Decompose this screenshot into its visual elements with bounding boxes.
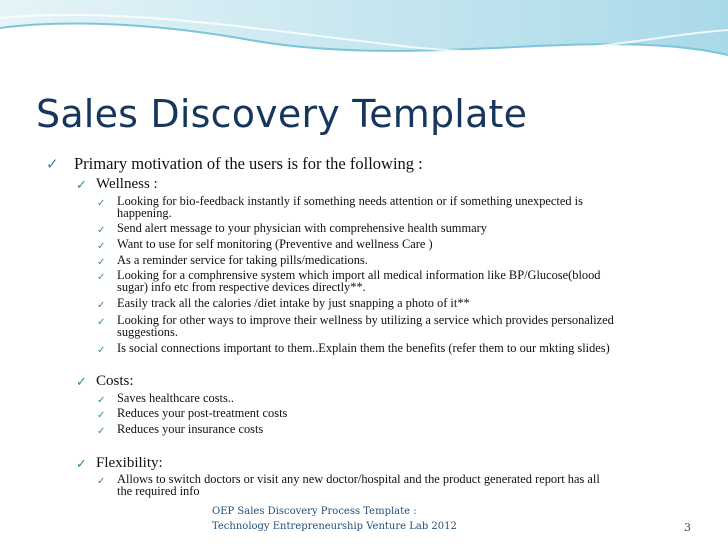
checkmark-icon: ✓ xyxy=(97,257,106,268)
checkmark-icon: ✓ xyxy=(97,225,106,236)
checkmark-icon: ✓ xyxy=(97,198,106,209)
checkmark-icon: ✓ xyxy=(97,317,106,328)
item-text: Want to use for self monitoring (Preventive and wellness Care ) xyxy=(117,237,433,251)
item-text: Looking for a comphrensive system which import all medical information like BP/Glucose(blood xyxy=(117,268,601,282)
item-text-cont: sugar) info etc from respective devices directly**. xyxy=(117,280,366,294)
checkmark-icon: ✓ xyxy=(76,375,87,390)
item-text: Looking for other ways to improve their wellness by utilizing a service which provides personalized xyxy=(117,313,614,327)
checkmark-icon: ✓ xyxy=(97,395,106,406)
checkmark-icon: ✓ xyxy=(97,241,106,252)
section-heading: Wellness : xyxy=(96,176,158,192)
bullet-wellness xyxy=(76,176,158,193)
list-item xyxy=(97,314,614,338)
slide-footer xyxy=(212,504,457,534)
checkmark-icon: ✓ xyxy=(76,178,87,193)
checkmark-icon: ✓ xyxy=(76,457,87,472)
item-text: Easily track all the calories /diet intake by just snapping a photo of it** xyxy=(117,296,470,310)
list-item xyxy=(97,473,600,497)
list-item xyxy=(97,269,600,293)
checkmark-icon: ✓ xyxy=(97,426,106,437)
list-item xyxy=(97,407,287,421)
bullet-flexibility xyxy=(76,455,163,472)
item-text: Looking for bio-feedback instantly if something needs attention or if something unexpected is xyxy=(117,194,583,208)
list-item xyxy=(97,342,610,356)
section-heading: Flexibility: xyxy=(96,455,163,471)
slide-title: Sales Discovery Template xyxy=(36,92,528,136)
list-item xyxy=(97,297,470,311)
list-item xyxy=(97,254,368,268)
item-text: As a reminder service for taking pills/medications. xyxy=(117,253,368,267)
list-item xyxy=(97,423,263,437)
list-item xyxy=(97,222,487,236)
item-text: Reduces your insurance costs xyxy=(117,422,264,436)
item-text-cont: suggestions. xyxy=(117,325,178,339)
list-item xyxy=(97,392,234,406)
item-text: Send alert message to your physician with comprehensive health summary xyxy=(117,221,487,235)
item-text: Reduces your post-treatment costs xyxy=(117,406,288,420)
checkmark-icon: ✓ xyxy=(97,410,106,421)
item-text: Is social connections important to them..Explain them the benefits (refer them to our mkting slides) xyxy=(117,341,610,355)
section-heading: Costs: xyxy=(96,373,134,389)
page-number: 3 xyxy=(684,521,691,534)
item-text-cont: the required info xyxy=(117,484,200,498)
bullet-costs xyxy=(76,373,134,390)
item-text-cont: happening. xyxy=(117,206,172,220)
bullet-text: Primary motivation of the users is for the following : xyxy=(74,154,423,173)
checkmark-icon: ✓ xyxy=(97,345,106,356)
list-item xyxy=(97,195,583,219)
checkmark-icon: ✓ xyxy=(46,155,59,173)
list-item xyxy=(97,238,433,252)
checkmark-icon: ✓ xyxy=(97,300,106,311)
footer-line-2: Technology Entrepreneurship Venture Lab 2012 xyxy=(212,521,457,532)
checkmark-icon: ✓ xyxy=(97,476,106,487)
checkmark-icon: ✓ xyxy=(97,272,106,283)
bullet-primary xyxy=(46,154,423,174)
item-text: Saves healthcare costs.. xyxy=(117,391,234,405)
footer-line-1: OEP Sales Discovery Process Template : xyxy=(212,506,417,517)
item-text: Allows to switch doctors or visit any new doctor/hospital and the product generated report has all xyxy=(117,472,600,486)
